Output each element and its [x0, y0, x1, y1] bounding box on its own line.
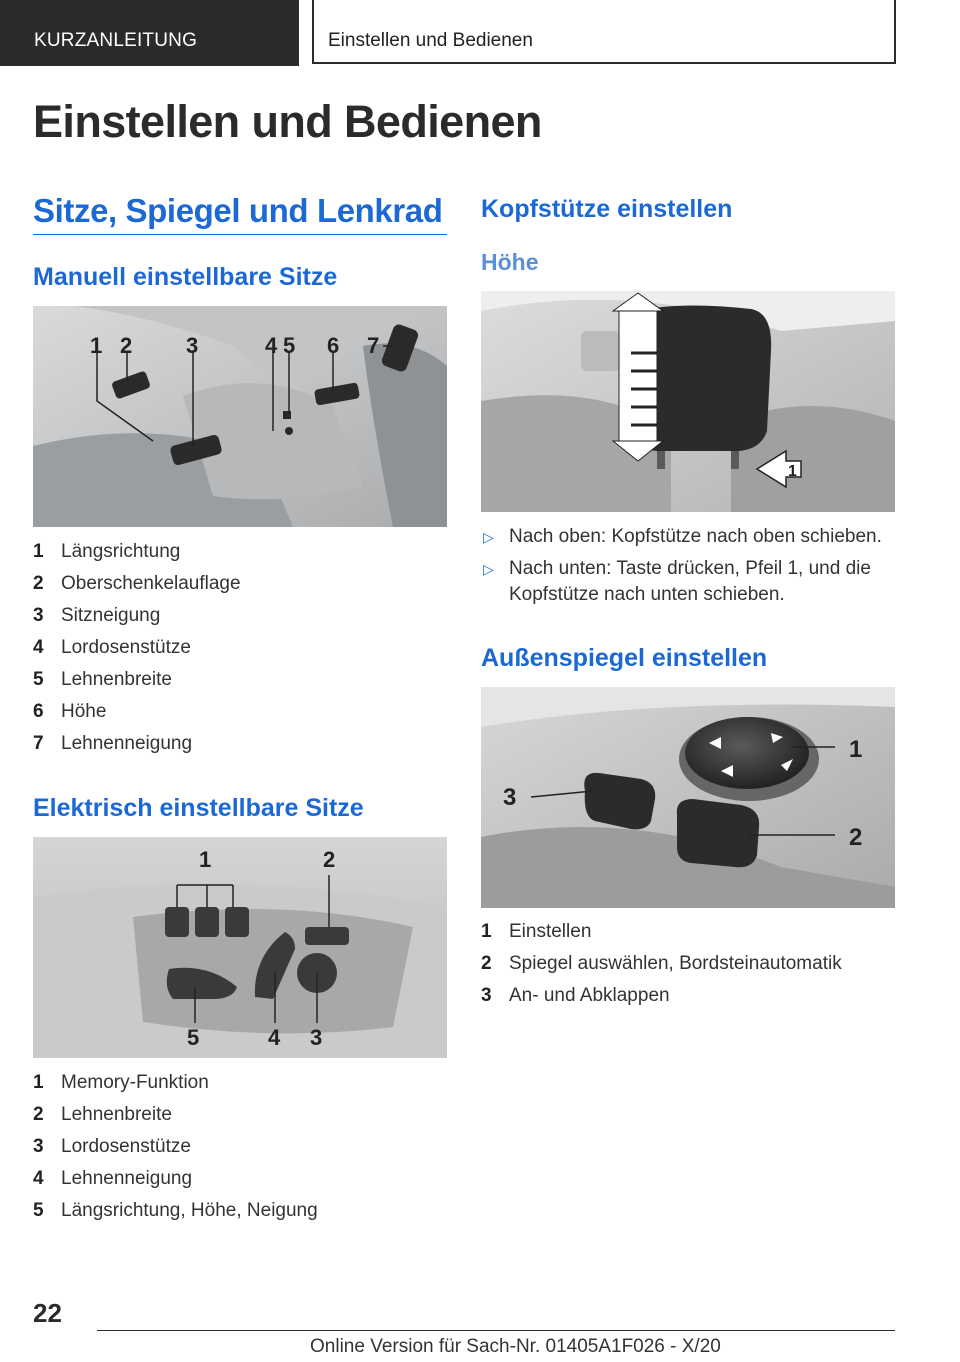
manual-callout: 3 [186, 333, 199, 358]
list-item: 3 An- und Abklappen [481, 985, 670, 1006]
manual-seat-list [33, 536, 241, 760]
list-item: 3 Lordosenstütze [33, 1136, 191, 1157]
manual-seat-image [33, 306, 447, 527]
manual-callout: 5 [283, 333, 296, 358]
list-item: ▷ Nach unten: Taste drücken, Pfeil 1, und die Kopfstütze nach unten schieben. [483, 558, 871, 605]
mirror-control-image [481, 687, 895, 908]
mirror-heading: Außenspiegel einstellen [481, 644, 768, 672]
chapter-tab: Einstellen und Bedienen [312, 0, 896, 64]
manual-callout: 4 [265, 333, 278, 358]
manual-callout: 1 [90, 333, 103, 358]
mirror-callout: 2 [849, 824, 863, 851]
list-item: 1 Memory-Funktion [33, 1072, 209, 1093]
electric-callout: 1 [199, 847, 212, 872]
list-item: 7 Lehnenneigung [33, 733, 193, 754]
electric-callout: 3 [310, 1025, 323, 1050]
manual-seats-heading: Manuell einstellbare Sitze [33, 263, 338, 291]
list-item: 6 Höhe [33, 701, 107, 722]
electric-seat-list [33, 1067, 318, 1227]
electric-callout: 4 [268, 1025, 281, 1050]
list-item: 5 Lehnenbreite [33, 669, 172, 690]
manual-callout: 6 [327, 333, 340, 358]
list-item: 4 Lehnenneigung [33, 1168, 193, 1189]
page-title: Einstellen und Bedienen [33, 96, 542, 147]
list-item: 2 Spiegel auswählen, Bordsteinautomatik [481, 953, 842, 974]
headrest-subheading: Höhe [481, 249, 539, 275]
section-heading: Sitze, Spiegel und Lenkrad [33, 192, 447, 235]
mirror-callout: 1 [849, 736, 863, 763]
manual-callout: 7 [367, 333, 380, 358]
electric-seats-heading: Elektrisch einstellbare Sitze [33, 794, 364, 822]
headrest-image [481, 291, 895, 512]
mirror-callout: 3 [503, 784, 517, 811]
electric-seat-image [33, 837, 447, 1058]
electric-callout: 5 [187, 1025, 200, 1050]
page-header [0, 0, 960, 66]
headrest-heading: Kopfstütze einstellen [481, 195, 733, 223]
electric-callout: 2 [323, 847, 336, 872]
mirror-list [481, 916, 842, 1012]
list-item: 4 Lordosenstütze [33, 637, 191, 658]
manual-callout: 2 [120, 333, 133, 358]
footer-divider [97, 1330, 895, 1331]
section-tab: KURZANLEITUNG [0, 0, 299, 66]
page-number: 22 [33, 1298, 62, 1328]
headrest-callout: 1 [788, 463, 797, 480]
list-item: 3 Sitzneigung [33, 605, 161, 626]
list-item: 2 Oberschenkelauflage [33, 573, 241, 594]
list-item: 1 Längsrichtung [33, 541, 181, 562]
list-item: ▷ Nach oben: Kopfstütze nach oben schieben. [483, 526, 882, 547]
list-item: 2 Lehnenbreite [33, 1104, 172, 1125]
list-item: 5 Längsrichtung, Höhe, Neigung [33, 1200, 318, 1221]
footer-source-text: Online Version für Sach-Nr. 01405A1F026 - X/20 [310, 1336, 721, 1357]
headrest-instructions [481, 524, 895, 614]
list-item: 1 Einstellen [481, 921, 592, 942]
